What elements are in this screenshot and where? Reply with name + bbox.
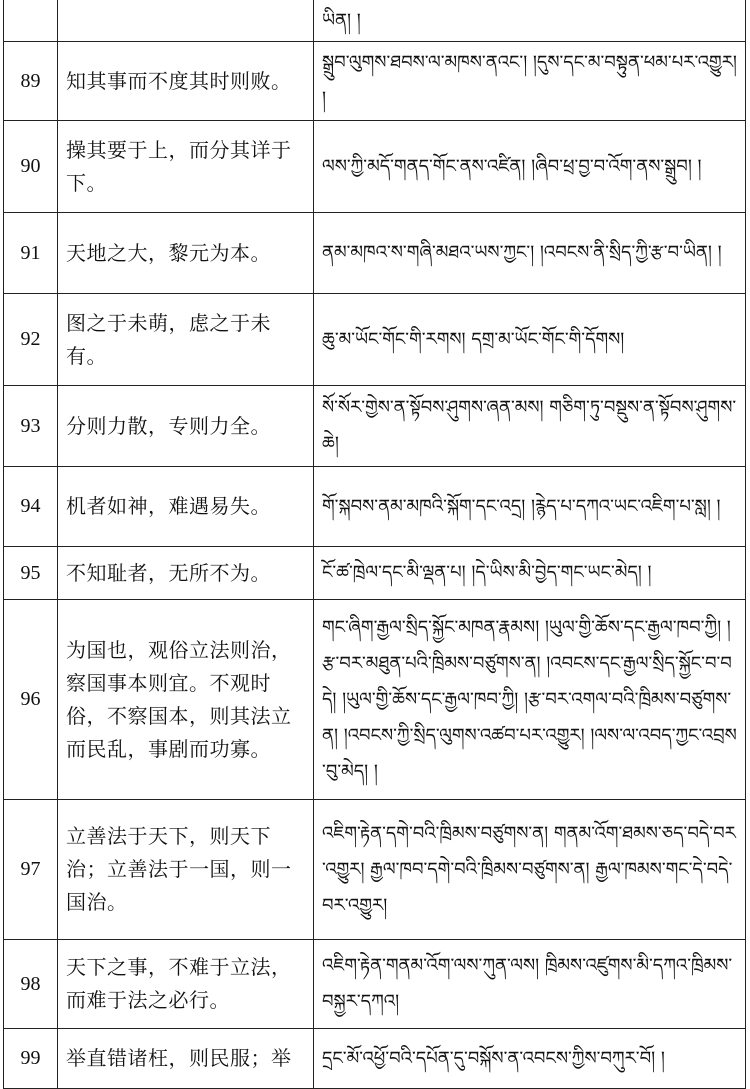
- tibetan-text: འཇིག་རྟེན་གནམ་འོག་ལས་ཀུན་ལས། ཁྲིམས་འཛུགས་མི་དཀའ་ཁྲིམས་བསྐྱར་དཀའ།: [314, 940, 746, 1029]
- row-number: 95: [4, 547, 58, 600]
- chinese-text: 不知耻者，无所不为。: [58, 547, 314, 600]
- table-row: [4, 213, 746, 294]
- tibetan-text: ཡིན། །: [314, 0, 746, 42]
- row-number: [4, 0, 58, 42]
- row-number: 97: [4, 800, 58, 940]
- row-number: 96: [4, 600, 58, 800]
- row-number: 99: [4, 1029, 58, 1089]
- table-row: [4, 940, 746, 1029]
- tibetan-text: ངོ་ཚ་ཁྲེལ་དང་མི་ལྡན་པ། །དེ་ཡིས་མི་བྱེད་གང་ཡང་མེད། །: [314, 547, 746, 600]
- chinese-text: 举直错诸枉，则民服；举: [58, 1029, 314, 1089]
- row-number: 92: [4, 294, 58, 386]
- table-row: [4, 42, 746, 121]
- table-row: [4, 121, 746, 213]
- tibetan-text: འཇིག་རྟེན་དགེ་བའི་ཁྲིམས་བཙུགས་ན། གནམ་འོག་ཐམས་ཅད་བདེ་བར་འགྱུར། རྒྱལ་ཁབ་དགེ་བའི་ཁྲིམས་བཙུགས་ན། རྒྱལ་ཁམས་གང་དེ་བདེ་བར་འགྱུར།: [314, 800, 746, 940]
- chinese-text: 立善法于天下，则天下治；立善法于一国，则一国治。: [58, 800, 314, 940]
- table-row: [4, 386, 746, 467]
- tibetan-text: ནམ་མཁའ་ས་གཞི་མཐའ་ཡས་ཀྱང་། །འབངས་ནི་སྲིད་ཀྱི་རྩ་བ་ཡིན། །: [314, 213, 746, 294]
- table-row: [4, 294, 746, 386]
- tibetan-text: ལས་ཀྱི་མདོ་གནད་གོང་ནས་འཛིན། །ཞིབ་ཕྲ་བྱ་བ་འོག་ནས་སྒྲུབ། །: [314, 121, 746, 213]
- tibetan-text: གོ་སྐབས་ནམ་མཁའི་སྐོག་དང་འདྲ། །རྙེད་པ་དཀའ་ཡང་འཇིག་པ་སླ། །: [314, 467, 746, 547]
- tibetan-text: ཆུ་མ་ཡོང་གོང་གི་རགས། དགྲ་མ་ཡོང་གོང་གི་དོགས།: [314, 294, 746, 386]
- chinese-text: 图之于未萌，虑之于未有。: [58, 294, 314, 386]
- chinese-text: 机者如神，难遇易失。: [58, 467, 314, 547]
- table-row: [4, 547, 746, 600]
- row-number: 90: [4, 121, 58, 213]
- table-row: [4, 0, 746, 42]
- chinese-text: 操其要于上，而分其详于下。: [58, 121, 314, 213]
- chinese-text: 分则力散，专则力全。: [58, 386, 314, 467]
- bilingual-proverb-table: [3, 0, 746, 1089]
- table-row: [4, 800, 746, 940]
- tibetan-text: སྒྲུབ་ལུགས་ཐབས་ལ་མཁས་ནའང་། །དུས་དང་མ་བསྟུན་ཕམ་པར་འགྱུར། །: [314, 42, 746, 121]
- row-number: 94: [4, 467, 58, 547]
- row-number: 93: [4, 386, 58, 467]
- chinese-text: 为国也，观俗立法则治，察国事本则宜。不观时俗，不察国本，则其法立而民乱，事剧而功寡。: [58, 600, 314, 800]
- table-row: [4, 467, 746, 547]
- row-number: 89: [4, 42, 58, 121]
- tibetan-text: གང་ཞིག་རྒྱལ་སྲིད་སྐྱོང་མཁན་རྣམས། །ཡུལ་གྱི་ཆོས་དང་རྒྱལ་ཁབ་ཀྱི། །རྩ་བར་མཐུན་པའི་ཁྲིམས་བཙུགས་ན། །འབངས་དང་རྒྱལ་སྲིད་སྐྱོང་བ་བདེ། །ཡུལ་གྱི་ཆོས་དང་རྒྱལ་ཁབ་ཀྱི། །རྩ་བར་འགལ་བའི་ཁྲིམས་བཙུགས་ན། །འབངས་ཀྱི་སྲིད་ལུགས་འཚབ་པར་འགྱུར། །ལས་ལ་འབད་ཀྱང་འབྲས་བུ་མེད། །: [314, 600, 746, 800]
- tibetan-text: སོ་སོར་གྱེས་ན་སྟོབས་ཤུགས་ཞན་མས། གཅིག་ཏུ་བསྡུས་ན་སྟོབས་ཤུགས་ཆེ།: [314, 386, 746, 467]
- chinese-text: 知其事而不度其时则败。: [58, 42, 314, 121]
- row-number: 98: [4, 940, 58, 1029]
- chinese-text: 天下之事，不难于立法，而难于法之必行。: [58, 940, 314, 1029]
- chinese-text: [58, 0, 314, 42]
- table-row: [4, 600, 746, 800]
- tibetan-text: དྲང་མོ་འཕྱོ་བའི་དཔོན་དུ་བསྐོས་ན་འབངས་ཀྱིས་བཀུར་བོ། །: [314, 1029, 746, 1089]
- row-number: 91: [4, 213, 58, 294]
- table-row: [4, 1029, 746, 1089]
- chinese-text: 天地之大，黎元为本。: [58, 213, 314, 294]
